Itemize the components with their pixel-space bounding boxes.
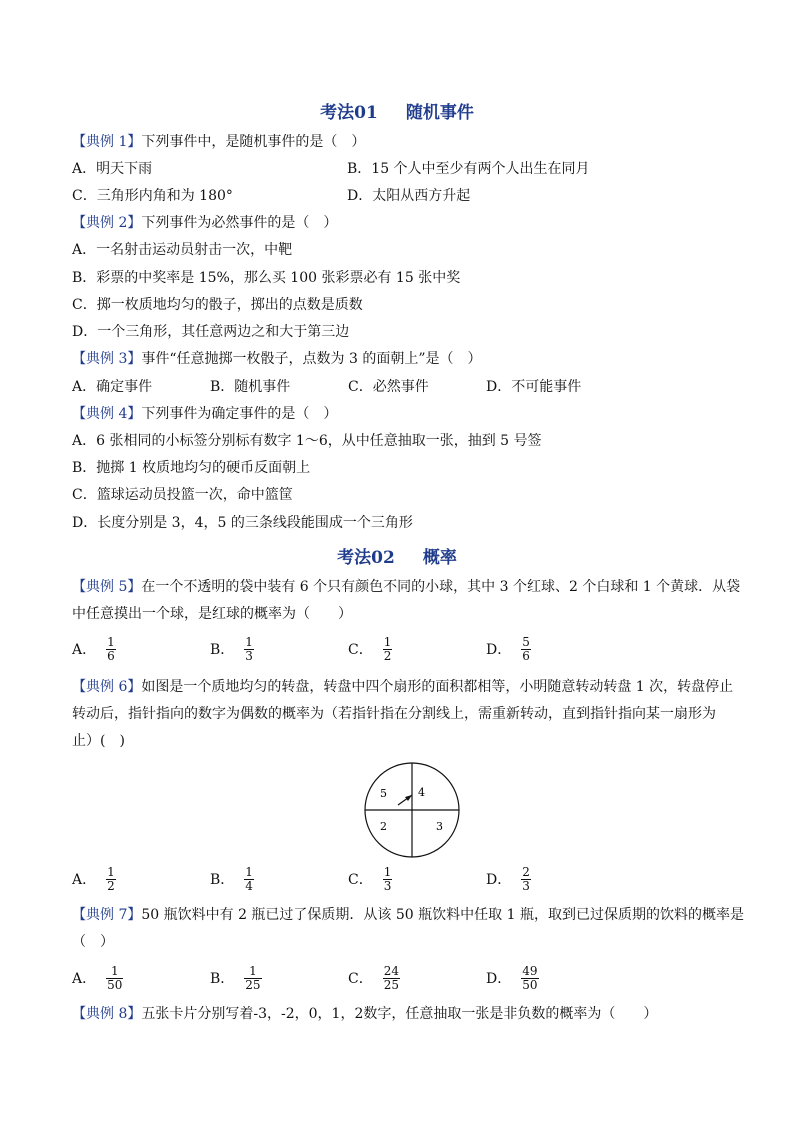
option-letter: D．: [486, 872, 512, 888]
question-tag: 【典例 2】: [72, 215, 142, 231]
denominator: 2: [107, 878, 115, 893]
q6-options: [72, 862, 732, 896]
question-tag: 【典例 1】: [72, 134, 142, 150]
heading-number: 02: [371, 548, 395, 568]
question-7: [72, 906, 744, 924]
fraction: [244, 866, 254, 893]
fraction: [383, 636, 393, 663]
question-text: 下列事件中，是随机事件的是（ ）: [141, 134, 366, 150]
section-heading-2: [0, 543, 794, 568]
numerator: 5: [522, 634, 530, 649]
option-letter: A．: [72, 971, 97, 987]
question-8: [72, 1005, 657, 1023]
question-text-cont: （ ）: [72, 934, 114, 950]
fraction: [244, 636, 254, 663]
numerator: 1: [245, 864, 253, 879]
option-letter: C．: [348, 872, 373, 888]
sector-label-top-right: 4: [418, 786, 425, 799]
sector-label-bottom-right: 3: [436, 820, 443, 833]
question-tag: 【典例 4】: [72, 406, 142, 422]
denominator: 6: [522, 648, 530, 663]
option-c[interactable]: C．必然事件: [348, 379, 429, 395]
denominator: 3: [522, 878, 530, 893]
denominator: 50: [107, 977, 123, 992]
option-d[interactable]: D．不可能事件: [486, 379, 582, 395]
question-text: 如图是一个质地均匀的转盘，转盘中四个扇形的面积都相等，小明随意转动转盘 1 次，转盘停止: [141, 679, 734, 695]
option-c[interactable]: [348, 961, 400, 995]
denominator: 3: [245, 648, 253, 663]
section-heading-1: [0, 98, 794, 123]
option-b[interactable]: B．15 个人中至少有两个人出生在同月: [347, 161, 590, 177]
question-text: 下列事件为确定事件的是（ ）: [141, 406, 338, 422]
option-letter: D．: [486, 971, 512, 987]
option-a[interactable]: [72, 862, 116, 896]
question-tag: 【典例 7】: [72, 907, 142, 923]
q7-options: [72, 961, 732, 995]
numerator: 1: [245, 634, 253, 649]
denominator: 3: [383, 878, 392, 893]
option-letter: D．: [486, 642, 512, 658]
option-b[interactable]: [210, 862, 254, 896]
heading-name: 随机事件: [405, 103, 474, 123]
option-a[interactable]: A．明天下雨: [72, 161, 153, 177]
option-letter: B．: [210, 642, 235, 658]
option-b[interactable]: B．随机事件: [210, 379, 291, 395]
denominator: 4: [245, 878, 253, 893]
question-text-cont: 止）( ): [72, 733, 125, 749]
numerator: 1: [249, 963, 257, 978]
option-a[interactable]: A．6 张相同的小标签分别标有数字 1～6，从中任意抽取一张，抽到 5 号签: [72, 433, 542, 449]
option-letter: A．: [72, 642, 97, 658]
question-3: [72, 350, 481, 368]
question-tag: 【典例 8】: [72, 1006, 142, 1022]
heading-prefix: 考法: [320, 103, 355, 123]
question-5: [72, 578, 740, 596]
numerator: 1: [107, 864, 115, 879]
denominator: 25: [383, 977, 399, 992]
fraction: [383, 965, 400, 992]
denominator: 2: [383, 648, 392, 663]
fraction: [106, 866, 116, 893]
option-d[interactable]: [486, 961, 539, 995]
question-tag: 【典例 3】: [72, 351, 142, 367]
option-b[interactable]: B．抛掷 1 枚质地均匀的硬币反面朝上: [72, 460, 311, 476]
q3-options: [72, 378, 732, 396]
fraction: [521, 636, 531, 663]
option-c[interactable]: C．掷一枚质地均匀的骰子，掷出的点数是质数: [72, 297, 363, 313]
option-letter: B．: [210, 872, 235, 888]
option-b[interactable]: [210, 961, 262, 995]
question-text: 在一个不透明的袋中装有 6 个只有颜色不同的小球，其中 3 个红球、2 个白球和 1 个黄球．从袋: [141, 579, 741, 595]
numerator: 1: [107, 634, 115, 649]
question-text: 五张卡片分别写着-3，-2，0，1，2数字，任意抽取一张是非负数的概率为（ ）: [141, 1006, 658, 1022]
pointer-arrow-head: [405, 795, 412, 801]
spinner-diagram: [346, 759, 478, 861]
option-a[interactable]: [72, 961, 123, 995]
question-6: [72, 678, 733, 696]
question-1: [72, 133, 365, 151]
option-d[interactable]: D．一个三角形，其任意两边之和大于第三边: [72, 324, 350, 340]
denominator: 25: [245, 977, 261, 992]
option-c[interactable]: [348, 862, 392, 896]
option-a[interactable]: [72, 632, 116, 666]
option-b[interactable]: [210, 632, 254, 666]
question-tag: 【典例 6】: [72, 679, 142, 695]
option-letter: C．: [348, 642, 373, 658]
question-2: [72, 214, 337, 232]
option-c[interactable]: C．三角形内角和为 180°: [72, 188, 233, 204]
option-d[interactable]: D．长度分别是 3，4，5 的三条线段能围成一个三角形: [72, 515, 413, 531]
option-d[interactable]: [486, 862, 531, 896]
denominator: 6: [107, 648, 115, 663]
question-tag: 【典例 5】: [72, 579, 142, 595]
question-4: [72, 405, 337, 423]
question-text-cont: 转动后，指针指向的数字为偶数的概率为（若指针指在分割线上，需重新转动，直到指针指向某一扇形为: [72, 706, 716, 722]
numerator: 49: [522, 963, 538, 978]
option-c[interactable]: [348, 632, 392, 666]
fraction: [106, 965, 123, 992]
option-c[interactable]: C．篮球运动员投篮一次，命中篮筐: [72, 487, 293, 503]
numerator: 1: [110, 963, 119, 978]
option-b[interactable]: B．彩票的中奖率是 15%，那么买 100 张彩票必有 15 张中奖: [72, 270, 461, 286]
option-letter: B．: [210, 971, 235, 987]
heading-number: 01: [354, 103, 378, 123]
option-a[interactable]: A．确定事件: [72, 379, 153, 395]
option-letter: C．: [348, 971, 373, 987]
question-text: 下列事件为必然事件的是（ ）: [141, 215, 338, 231]
numerator: 2: [522, 864, 530, 879]
fraction: [106, 636, 116, 663]
numerator: 1: [383, 634, 392, 649]
option-d[interactable]: [486, 632, 531, 666]
q5-options: [72, 632, 732, 666]
fraction: [383, 866, 393, 893]
fraction: [521, 965, 538, 992]
numerator: 1: [383, 864, 392, 879]
question-text: 50 瓶饮料中有 2 瓶已过了保质期．从该 50 瓶饮料中任取 1 瓶，取到已过保质期的饮料的概率是: [141, 907, 744, 923]
fraction: [244, 965, 261, 992]
fraction: [521, 866, 531, 893]
option-letter: A．: [72, 872, 97, 888]
q1-options-row2: [72, 187, 732, 205]
heading-name: 概率: [422, 548, 457, 568]
option-a[interactable]: A．一名射击运动员射击一次，中靶: [72, 242, 293, 258]
denominator: 50: [522, 977, 538, 992]
option-d[interactable]: D．太阳从西方升起: [347, 188, 471, 204]
heading-prefix: 考法: [337, 548, 372, 568]
sector-label-bottom-left: 2: [380, 820, 387, 833]
sector-label-top-left: 5: [380, 787, 387, 800]
q1-options-row1: [72, 160, 732, 178]
numerator: 24: [383, 963, 399, 978]
question-text: 事件“任意抛掷一枚骰子，点数为 3 的面朝上”是（ ）: [141, 351, 482, 367]
question-text-cont: 中任意摸出一个球，是红球的概率为（ ）: [72, 606, 352, 622]
